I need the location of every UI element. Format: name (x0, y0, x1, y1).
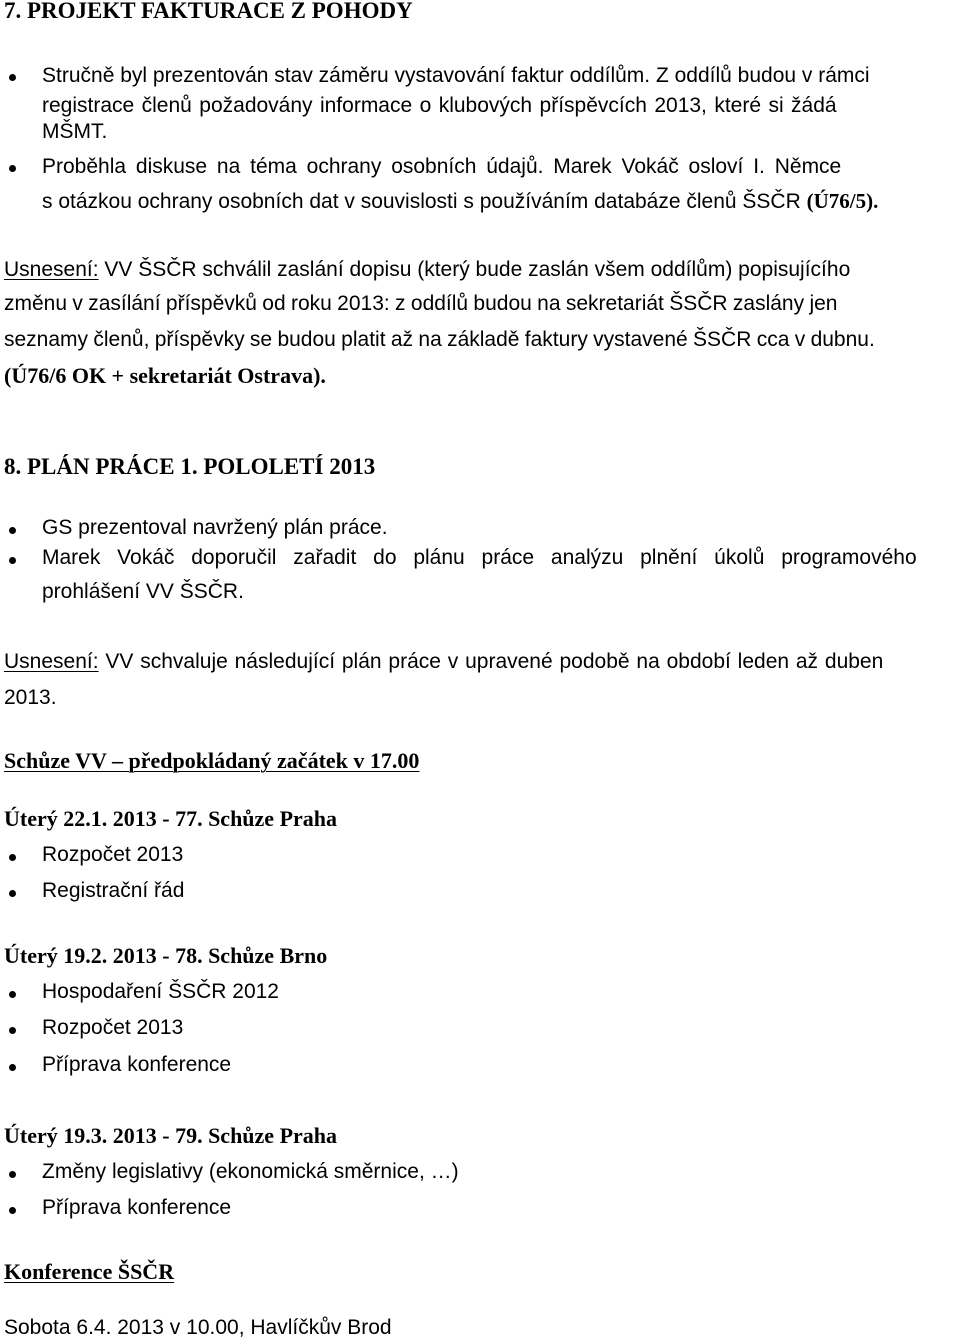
conference-heading: Konference ŠSČR (4, 1259, 175, 1284)
section-7-resolution-line-4: (Ú76/6 OK + sekretariát Ostrava). (4, 363, 326, 388)
meeting-78-item: Rozpočet 2013 (42, 1016, 184, 1039)
section-8-bullet-2-line-1: Marek Vokáč doporučil zařadit do plánu práce analýzu plnění úkolů programového (42, 546, 917, 569)
bullet-icon (9, 74, 16, 81)
meeting-78-title: Úterý 19.2. 2013 - 78. Schůze Brno (4, 943, 328, 968)
bullet-icon (9, 165, 16, 172)
section-7-heading: 7. PROJEKT FAKTURACE Z POHODY (4, 0, 413, 23)
bullet-icon (9, 1064, 16, 1071)
section-7-bullet-2-ref: (Ú76/5). (806, 189, 879, 213)
section-7-bullet-1-line-3: MŠMT. (42, 120, 108, 143)
meeting-77-item: Registrační řád (42, 879, 185, 902)
conference-line: Sobota 6.4. 2013 v 10.00, Havlíčkův Brod (4, 1316, 392, 1339)
section-7-bullet-1-line-2: registrace členů požadovány informace o klubových příspěvcích 2013, které si žádá (42, 94, 837, 117)
meeting-77-item: Rozpočet 2013 (42, 843, 184, 866)
bullet-icon (9, 527, 16, 534)
section-7-bullet-2-line-1: Proběhla diskuse na téma ochrany osobních údajů. Marek Vokáč osloví I. Němce (42, 155, 842, 178)
resolution-label: Usnesení: (4, 650, 99, 673)
section-8-heading: 8. PLÁN PRÁCE 1. POLOLETÍ 2013 (4, 454, 376, 479)
bullet-icon (9, 991, 16, 998)
section-7-resolution-line-1 (4, 258, 850, 282)
meeting-77-title: Úterý 22.1. 2013 - 77. Schůze Praha (4, 806, 338, 831)
meeting-79-item: Změny legislativy (ekonomická směrnice, …) (42, 1160, 459, 1183)
meetings-heading: Schůze VV – předpokládaný začátek v 17.00 (4, 748, 420, 773)
bullet-icon (9, 557, 16, 564)
section-7-resolution-line-2: změnu v zasílání příspěvků od roku 2013: z oddílů budou na sekretariát ŠSČR zaslány jen (4, 292, 838, 315)
section-7-resolution-line-3: seznamy členů, příspěvky se budou platit až na základě faktury vystavené ŠSČR cca v dubnu. (4, 328, 875, 351)
section-8-resolution-line-2: 2013. (4, 686, 57, 709)
meeting-79-item: Příprava konference (42, 1196, 232, 1219)
bullet-icon (9, 1027, 16, 1034)
section-7-bullet-1-line-1: Stručně byl prezentován stav záměru vystavování faktur oddílům. Z oddílů budou v rámci (42, 64, 870, 87)
meeting-79-title: Úterý 19.3. 2013 - 79. Schůze Praha (4, 1123, 338, 1148)
section-8-bullet-2-line-2: prohlášení VV ŠSČR. (42, 580, 244, 603)
bullet-icon (9, 1171, 16, 1178)
resolution-label: Usnesení: (4, 258, 99, 281)
section-8-resolution-line-1 (4, 650, 883, 674)
section-7-bullet-2-line-2-text: s otázkou ochrany osobních dat v souvislosti s používáním databáze členů ŠSČR (42, 190, 807, 213)
section-7-bullet-2-line-2 (42, 189, 878, 214)
section-8-resolution-text-1: VV schvaluje následující plán práce v upravené podobě na období leden až duben (98, 650, 884, 673)
section-7-resolution-text-1: VV ŠSČR schválil zaslání dopisu (který bude zaslán všem oddílům) popisujícího (98, 258, 851, 281)
bullet-icon (9, 854, 16, 861)
meeting-78-item: Hospodaření ŠSČR 2012 (42, 980, 279, 1003)
meeting-78-item: Příprava konference (42, 1053, 232, 1076)
section-8-bullet-1: GS prezentoval navržený plán práce. (42, 516, 388, 539)
bullet-icon (9, 890, 16, 897)
bullet-icon (9, 1207, 16, 1214)
